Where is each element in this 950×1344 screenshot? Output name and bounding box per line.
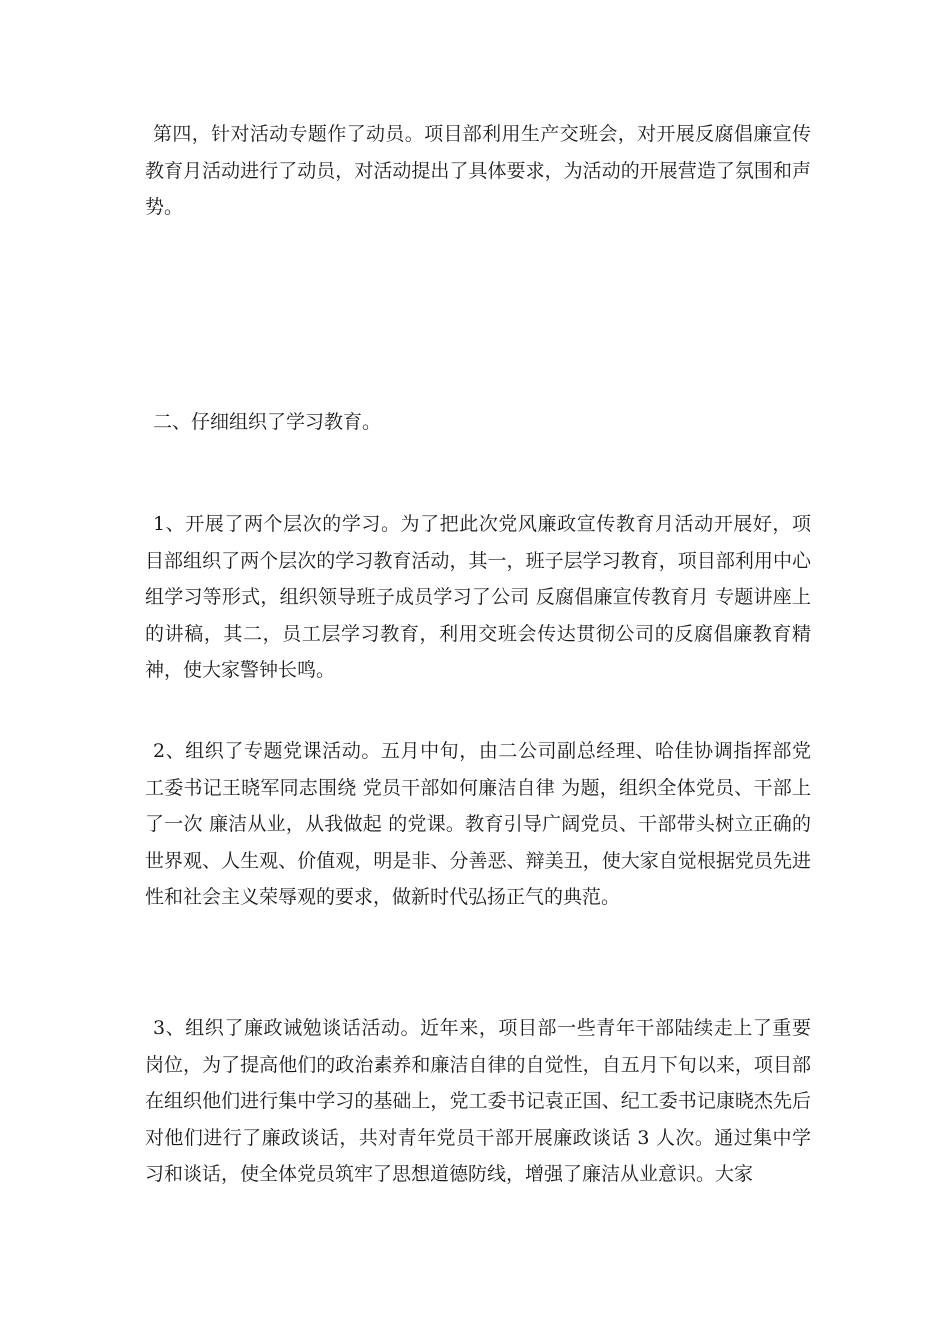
paragraph-mobilization: 第四，针对活动专题作了动员。项目部利用生产交班会，对开展反腐倡廉宣传教育月活动进行了动员，对活动提出了具体要求，为活动的开展营造了氛围和声势。 [145, 123, 811, 218]
section-heading-study-education: 二、仔细组织了学习教育。 [153, 411, 382, 433]
paragraph-integrity-talk: 3、组织了廉政诫勉谈话活动。近年来，项目部一些青年干部陆续走上了重要岗位，为了提高他们的政治素养和廉洁自律的自觉性，自五月下旬以来，项目部在组织他们进行集中学习的基础上，党工委书记袁正国、纪工委书记康晓杰先后对他们进行了廉政谈话，共对青年党员干部开展廉政谈话 3 人次。通过集中学习和谈话，使全体党员筑牢了思想道德防线，增强了廉洁从业意识。大家 [145, 1017, 811, 1185]
paragraph-party-lecture: 2、组织了专题党课活动。五月中旬，由二公司副总经理、哈佳协调指挥部党工委书记王晓军同志围绕 党员干部如何廉洁自律 为题，组织全体党员、干部上了一次 廉洁从业，从我做起 的党课。教育引导广阔党员、干部带头树立正确的世界观、人生观、价值观，明是非、分善恶、辩美丑，使大家自觉根据党员先进性和社会主义荣辱观的要求，做新时代弘扬正气的典范。 [145, 740, 811, 908]
paragraph-two-level-study: 1、开展了两个层次的学习。为了把此次党风廉政宣传教育月活动开展好，项目部组织了两个层次的学习教育活动，其一，班子层学习教育，项目部利用中心组学习等形式，组织领导班子成员学习了公司 反腐倡廉宣传教育月 专题讲座上的讲稿，其二，员工层学习教育，利用交班会传达贯彻公司的反腐倡廉教育精神，使大家警钟长鸣。 [145, 513, 811, 681]
